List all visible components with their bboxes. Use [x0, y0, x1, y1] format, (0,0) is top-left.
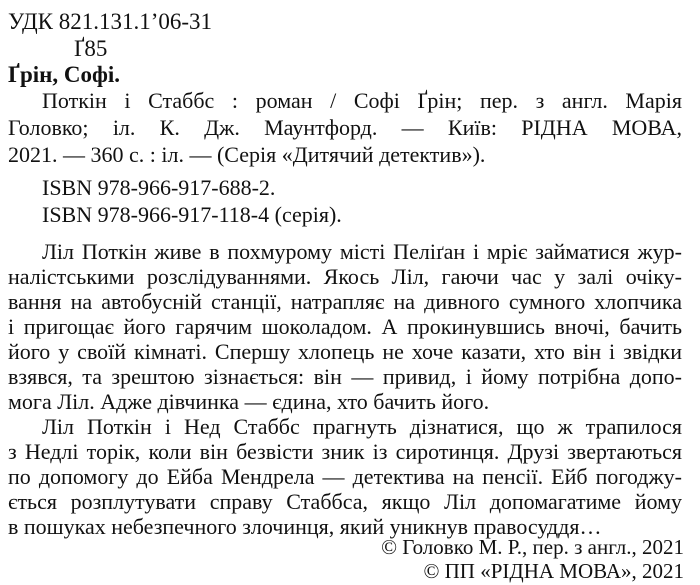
isbn-book: ISBN 978-966-917-688-2. [42, 175, 276, 200]
annotation-p2-line-5: в пошуках небезпечного злочинця, який уникнув правосуддя… [8, 514, 602, 539]
bib-line-1: Поткін і Стаббс : роман / Софі Ґрін; пер. з англ. Марія [42, 88, 682, 113]
copyright-publisher: © ПП «РІДНА МОВА», 2021 [423, 559, 684, 583]
udk-code: УДК 821.131.1’06-31 [8, 9, 213, 34]
annotation-p1-line-6: взявся, та зрештою зізнається: він — привид, і йому потрібна допо- [8, 364, 682, 389]
isbn-series: ISBN 978-966-917-118-4 (серія). [42, 202, 342, 227]
annotation-p1-line-5: його у своїй кімнаті. Спершу хлопець не хоче казати, хто він і звідки [8, 339, 682, 364]
bib-line-2: Головко; іл. К. Дж. Маунтфорд. — Київ: РІДНА МОВА, [8, 115, 682, 140]
annotation-p1-line-7: мога Ліл. Адже дівчинка — єдина, хто бачить його. [8, 389, 490, 414]
author-mark: Ґ85 [74, 36, 108, 61]
author-name: Ґрін, Софі. [8, 62, 121, 87]
annotation-p2-line-4: ється розплутувати справу Стаббса, якщо Ліл допомагатиме йому [8, 489, 682, 514]
annotation-p1-line-2: налістськими розслідуваннями. Якось Ліл, гаючи час у залі очіку- [8, 264, 682, 289]
annotation-p1-line-3: вання на автобусній станції, натрапляє на дивного сумного хлопчика [8, 289, 682, 314]
annotation-p2-line-1: Ліл Поткін і Нед Стаббс прагнуть дізнатися, що ж трапилося [42, 414, 682, 439]
copyright-translation: © Головко М. Р., пер. з англ., 2021 [381, 535, 684, 559]
annotation-p1-line-4: і пригощає його гарячим шоколадом. А прокинувшись вночі, бачить [8, 314, 682, 339]
annotation-p2-line-2: з Недлі торік, коли він безвісти зник із сиротинця. Друзі звертаються [8, 439, 682, 464]
annotation-p2-line-3: по допомогу до Ейба Мендрела — детектива на пенсії. Ейб погоджу- [8, 464, 682, 489]
annotation-p1-line-1: Ліл Поткін живе в похмурому місті Пеліґан і мріє займатися жур- [42, 239, 682, 264]
bib-line-3: 2021. — 360 с. : іл. — (Серія «Дитячий детектив»). [8, 142, 486, 167]
